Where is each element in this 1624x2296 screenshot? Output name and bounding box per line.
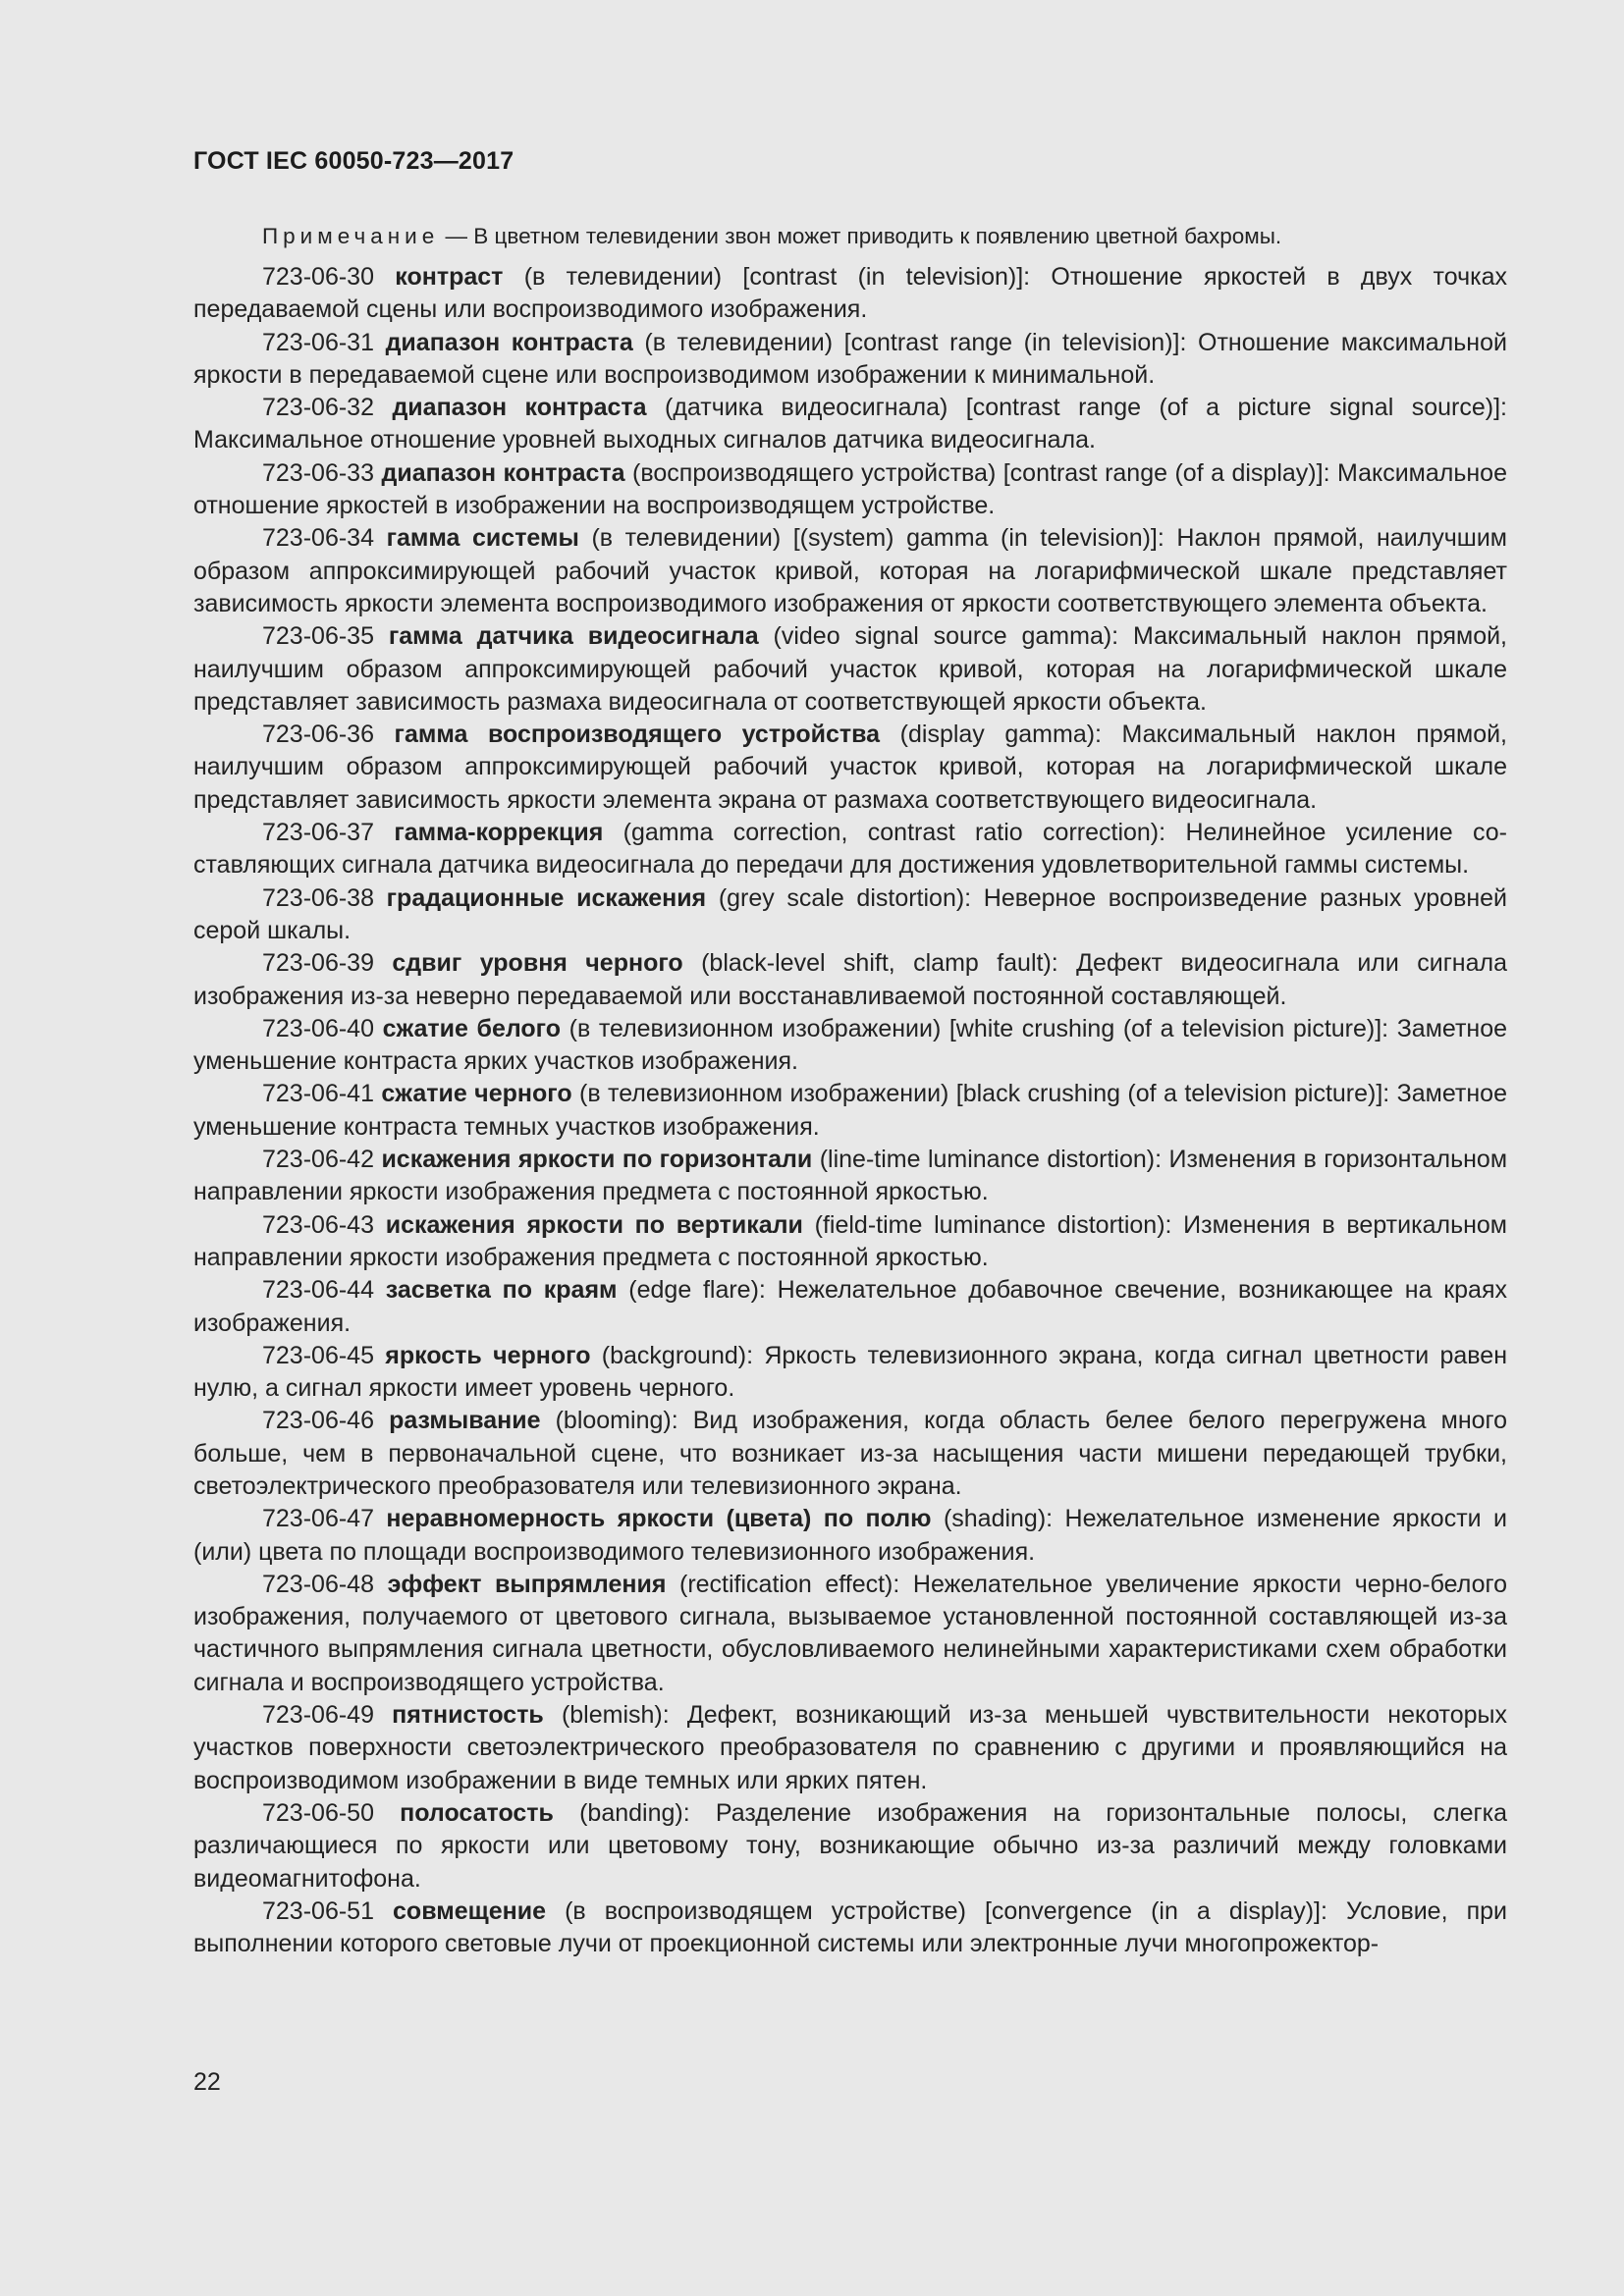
- entry-number: 723-06-35: [262, 622, 374, 651]
- entry-number: 723-06-45: [262, 1341, 374, 1369]
- document-header: ГОСТ IEC 60050-723—2017: [193, 147, 514, 175]
- entry-number: 723-06-51: [262, 1896, 374, 1925]
- term-entry: [193, 1569, 1507, 1699]
- entry-term: диапазон контраста: [385, 328, 633, 356]
- term-entry: [193, 1896, 1507, 1961]
- entry-number: 723-06-49: [262, 1701, 374, 1730]
- entry-term: диапазон контраста: [381, 458, 625, 487]
- document-body: [193, 222, 1507, 1960]
- term-entry: [193, 1078, 1507, 1144]
- entry-number: 723-06-39: [262, 949, 374, 978]
- note-caption: Примечание: [262, 224, 440, 248]
- entry-term: сжатие черного: [381, 1080, 572, 1108]
- term-entry: [193, 817, 1507, 882]
- entry-definition: (shading): Нежелательное изменение яркости и (или) цвета по площади воспроизводимого телевизионного изображения.: [193, 1505, 1507, 1566]
- term-entry: [193, 522, 1507, 620]
- entry-definition: (в телевидении) [contrast (in television)]: Отношение яркостей в двух точках передаваемой сцены или воспроизводимого изображения.: [193, 263, 1507, 324]
- entry-term: сдвиг уровня черного: [392, 949, 683, 978]
- term-entry: [193, 1405, 1507, 1503]
- term-entry: [193, 1144, 1507, 1209]
- entry-definition: (в телевидении) [(system) gamma (in television)]: Наклон прямой, наилучшим образом аппроксимирующей рабочий участок кривой, которая на логарифмической шкале представляет зависимость яркости элемента воспроизводимого изображения от яркости соответствующего элемента объекта.: [193, 524, 1507, 617]
- term-entry: [193, 620, 1507, 719]
- entry-term: гамма воспроизводящего устройства: [394, 721, 881, 749]
- entry-definition: (rectification effect): Нежелательное увеличение яркости черно-белого изображения, получаемого от цветового сигнала, вызываемое установленной постоянной составляющей из-за частичного выпрямления сигнала цветности, обусловливаемого нелинейными характеристиками схем обработки сигнала и воспроизводящего устройства.: [193, 1570, 1507, 1696]
- term-entries: [193, 261, 1507, 1960]
- entry-definition: (датчика видеосигнала) [contrast range (of a picture signal source)]: Максимальное отношение уровней выходных сигналов датчика видеосигнала.: [193, 394, 1507, 454]
- term-entry: [193, 261, 1507, 327]
- entry-number: 723-06-37: [262, 819, 374, 847]
- entry-term: пятнистость: [392, 1701, 544, 1730]
- term-entry: [193, 719, 1507, 817]
- term-entry: [193, 1699, 1507, 1797]
- entry-term: яркость черного: [385, 1341, 591, 1369]
- entry-number: 723-06-36: [262, 721, 374, 749]
- entry-term: контраст: [395, 263, 504, 291]
- entry-number: 723-06-43: [262, 1210, 374, 1239]
- term-entry: [193, 947, 1507, 1013]
- entry-term: размывание: [389, 1407, 541, 1435]
- note-text: — В цветном телевидении звон может приводить к появлению цветной бахромы.: [439, 224, 1282, 248]
- note-paragraph: [193, 222, 1507, 251]
- entry-term: неравномерность яркости (цвета) по полю: [386, 1505, 932, 1533]
- term-entry: [193, 327, 1507, 393]
- entry-number: 723-06-38: [262, 883, 374, 912]
- entry-definition: (display gamma): Максимальный наклон прямой, наилучшим образом аппроксимирующей рабочий участок кривой, которая на логарифмической шкале представляет зависимость яркости элемента экрана от размаха соответствующего видеосигнала.: [193, 721, 1508, 814]
- term-entry: [193, 1274, 1507, 1340]
- entry-term: гамма датчика видеосигнала: [388, 622, 759, 651]
- entry-number: 723-06-46: [262, 1407, 374, 1435]
- entry-number: 723-06-48: [262, 1570, 374, 1598]
- entry-definition: (gamma correction, contrast ratio correction): Нелинейное усиление составляющих сигнала датчика видеосигнала до передачи для достижения удовлетворительной гаммы системы.: [193, 819, 1507, 880]
- entry-definition: (background): Яркость телевизионного экрана, когда сигнал цветности равен нулю, а сигнал яркости имеет уровень черного.: [193, 1341, 1508, 1403]
- entry-term: гамма-коррекция: [394, 819, 604, 847]
- entry-definition: (в воспроизводящем устройстве) [convergence (in a display)]: Условие, при выполнении которого световые лучи от проекционной системы или электронные лучи многопрожектор-: [193, 1896, 1507, 1958]
- entry-definition: (grey scale distortion): Неверное воспроизведение разных уровней серой шкалы.: [193, 883, 1508, 944]
- entry-definition: (в телевизионном изображении) [black crushing (of a television picture)]: Заметное уменьшение контраста темных участков изображения.: [193, 1080, 1507, 1141]
- term-entry: [193, 457, 1507, 523]
- entry-number: 723-06-41: [262, 1080, 374, 1108]
- term-entry: [193, 1209, 1507, 1275]
- term-entry: [193, 1013, 1507, 1079]
- entry-term: засветка по краям: [385, 1276, 618, 1305]
- term-entry: [193, 1503, 1507, 1569]
- entry-number: 723-06-40: [262, 1014, 374, 1042]
- entry-definition: (line-time luminance distortion): Изменения в горизонтальном направлении яркости изображения предмета с постоянной яркостью.: [193, 1146, 1508, 1206]
- entry-number: 723-06-31: [262, 328, 374, 356]
- entry-term: эффект выпрямления: [387, 1570, 667, 1598]
- page-number: 22: [193, 2068, 221, 2096]
- entry-number: 723-06-32: [262, 394, 374, 422]
- term-entry: [193, 882, 1507, 948]
- entry-definition: (blemish): Дефект, возникающий из-за меньшей чувствительности некоторых участков поверхности светоэлектрического преобразователя по сравнению с другими и проявляющийся на воспроизводимом изображении в виде темных или ярких пятен.: [193, 1701, 1508, 1794]
- term-entry: [193, 1797, 1507, 1896]
- entry-term: градационные искажения: [386, 883, 707, 912]
- entry-definition: (blooming): Вид изображения, когда область белее белого перегружена много больше, чем в первоначальной сцене, что возникает из-за насыщения части мишени передающей трубки, светоэлектрического преобразователя или телевизионного экрана.: [193, 1407, 1508, 1500]
- entry-term: искажения яркости по горизонтали: [381, 1146, 813, 1174]
- entry-term: совмещение: [393, 1896, 547, 1925]
- entry-number: 723-06-34: [262, 524, 374, 553]
- entry-number: 723-06-44: [262, 1276, 374, 1305]
- term-entry: [193, 392, 1507, 457]
- entry-number: 723-06-42: [262, 1146, 374, 1174]
- entry-definition: (в телевизионном изображении) [white crushing (of a television picture)]: Заметное уменьшение контраста ярких участков изображения.: [193, 1014, 1508, 1076]
- entry-definition: (edge flare): Нежелательное добавочное свечение, возникающее на краях изображения.: [193, 1276, 1508, 1337]
- entry-definition: (в телевидении) [contrast range (in television)]: Отношение максимальной яркости в передаваемой сцене или воспроизводимом изображении к минимальной.: [193, 328, 1507, 389]
- term-entry: [193, 1340, 1507, 1406]
- entry-definition: (field-time luminance distortion): Изменения в вертикальном направлении яркости изображения предмета с постоянной яркостью.: [193, 1210, 1507, 1271]
- entry-definition: (video signal source gamma): Максимальный наклон прямой, наилучшим образом аппроксимирующей рабочий участок кривой, которая на логарифмической шкале представляет зависимость размаха видеосигнала от соответствующей яркости объекта.: [193, 622, 1508, 716]
- entry-term: диапазон контраста: [392, 394, 647, 422]
- entry-term: гамма системы: [386, 524, 579, 553]
- entry-number: 723-06-33: [262, 458, 374, 487]
- entry-number: 723-06-47: [262, 1505, 374, 1533]
- entry-number: 723-06-50: [262, 1798, 374, 1827]
- entry-definition: (banding): Разделение изображения на горизонтальные полосы, слегка различающиеся по яркости или цветовому тону, возникающие обычно из-за различий между головками видеомагнитофона.: [193, 1798, 1507, 1893]
- entry-definition: (воспроизводящего устройства) [contrast range (of a display)]: Максимальное отношение яркостей в изображении на воспроизводящем устройстве.: [193, 458, 1507, 520]
- entry-term: сжатие белого: [382, 1014, 562, 1042]
- entry-number: 723-06-30: [262, 263, 374, 291]
- entry-term: искажения яркости по вертикали: [385, 1210, 803, 1239]
- entry-term: полосатость: [400, 1798, 554, 1827]
- entry-definition: (black-level shift, clamp fault): Дефект видеосигнала или сигнала изображения из-за неверно передаваемой или восстанавливаемой постоянной составляющей.: [193, 949, 1508, 1010]
